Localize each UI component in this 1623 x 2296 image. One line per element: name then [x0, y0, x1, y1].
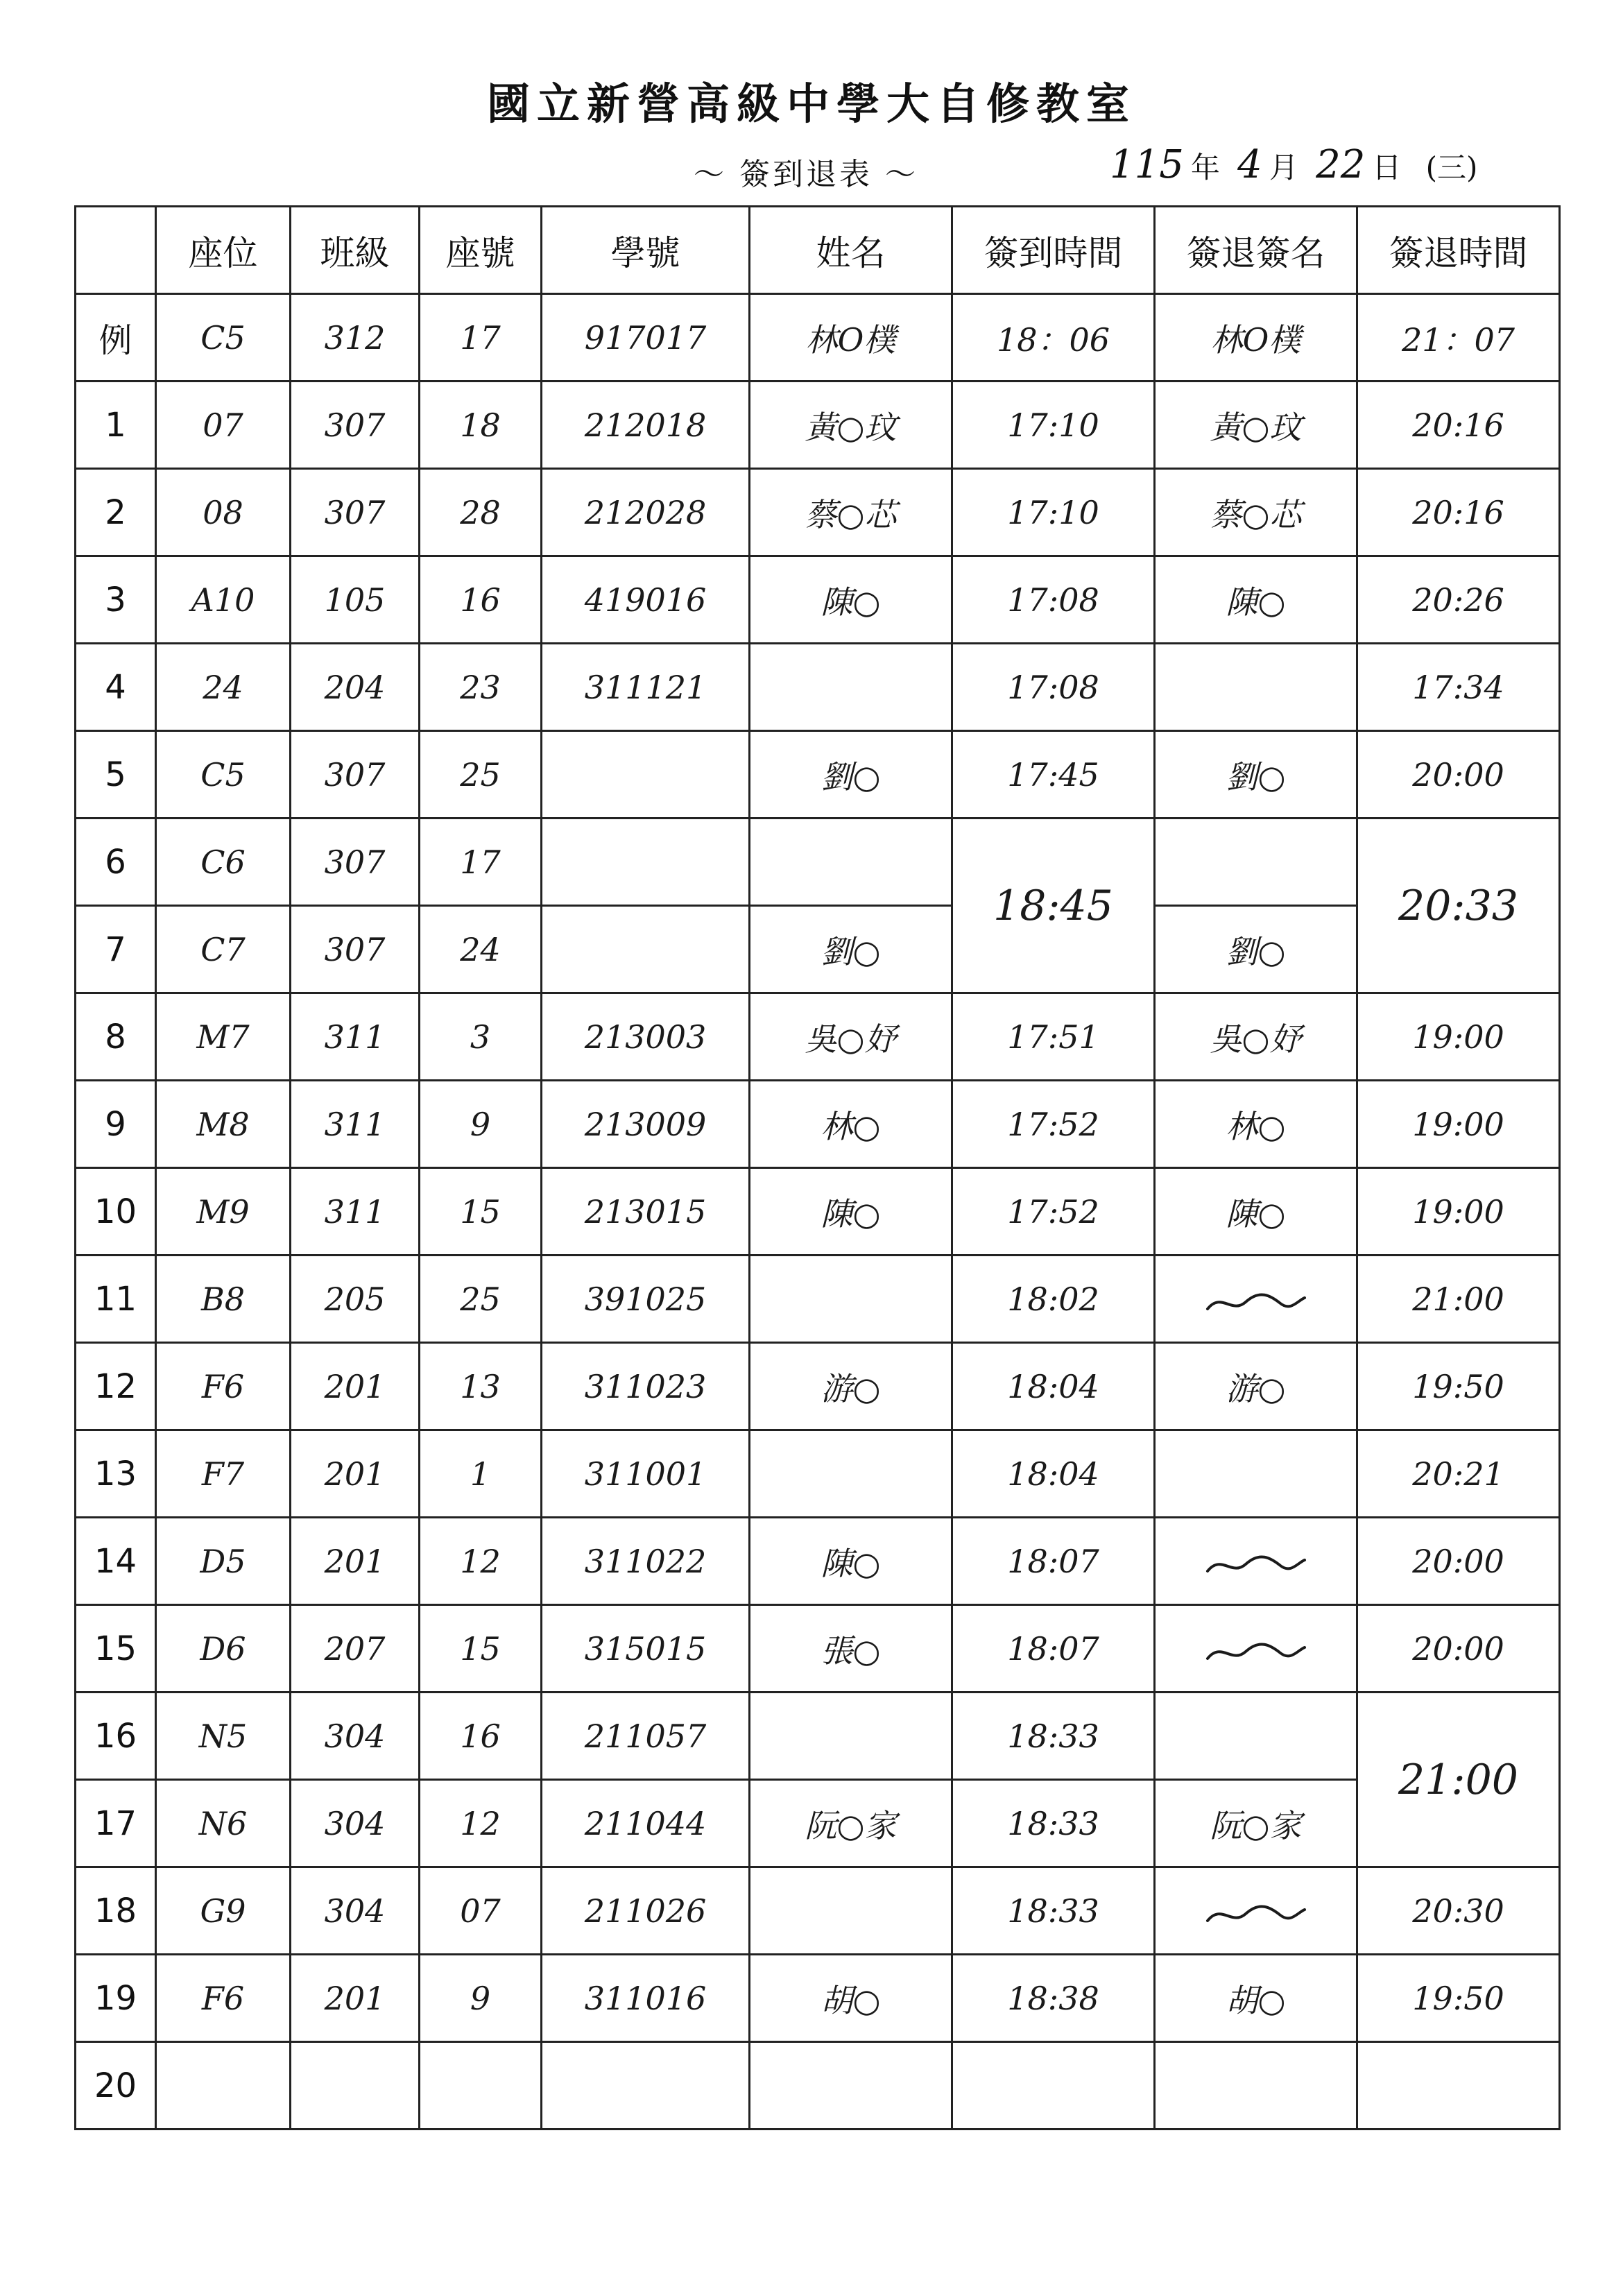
class-cell: 205	[291, 1256, 420, 1343]
checkin-time-cell: 17:51	[952, 993, 1155, 1081]
col-header-checkout-signature: 簽退簽名	[1155, 207, 1357, 294]
form-title: 國立新營高級中學大自修教室	[486, 78, 1136, 129]
seat-no-cell: 25	[420, 731, 542, 819]
class-cell: 304	[291, 1867, 420, 1955]
table-row	[76, 469, 1560, 556]
name-cell: 黃○玟	[750, 382, 952, 469]
student-id-cell: 211057	[542, 1693, 750, 1780]
checkout-signature-cell: 蔡○芯	[1155, 469, 1357, 556]
checkout-time-cell: 20:00	[1357, 731, 1560, 819]
row-number: 4	[76, 644, 156, 731]
name-cell	[750, 644, 952, 731]
checkout-signature-cell: 劉○	[1155, 906, 1357, 993]
name-cell: 陳○	[750, 556, 952, 644]
checkin-time-cell: 18:33	[952, 1780, 1155, 1867]
table-row	[76, 644, 1560, 731]
checkout-time-cell: 21:00	[1357, 1693, 1560, 1867]
checkout-time-cell: 19:50	[1357, 1343, 1560, 1430]
student-id-cell: 213009	[542, 1081, 750, 1168]
seat-no-cell: 15	[420, 1605, 542, 1693]
row-number: 3	[76, 556, 156, 644]
class-cell: 307	[291, 731, 420, 819]
seat-cell: D5	[156, 1518, 291, 1605]
date-month: 4	[1237, 142, 1262, 187]
checkout-signature-cell: 黃○玟	[1155, 382, 1357, 469]
table-row	[76, 993, 1560, 1081]
seat-cell: N5	[156, 1693, 291, 1780]
date-weekday: (三)	[1425, 151, 1478, 185]
example-row	[76, 294, 1560, 382]
seat-no-cell: 16	[420, 556, 542, 644]
signature-mark	[1204, 1550, 1308, 1578]
checkout-signature-cell: 吳○妤	[1155, 993, 1357, 1081]
student-id-cell: 213003	[542, 993, 750, 1081]
checkout-signature-cell: 陳○	[1155, 556, 1357, 644]
student-id-cell	[542, 2042, 750, 2130]
name-cell: 吳○妤	[750, 993, 952, 1081]
checkout-time-cell: 20:21	[1357, 1430, 1560, 1518]
row-number: 20	[76, 2042, 156, 2130]
checkin-time-cell: 18：06	[952, 294, 1155, 382]
student-id-cell: 311001	[542, 1430, 750, 1518]
checkout-time-cell: 20:16	[1357, 469, 1560, 556]
col-header-class: 班級	[291, 207, 420, 294]
student-id-cell: 315015	[542, 1605, 750, 1693]
checkout-time-cell: 20:33	[1357, 819, 1560, 993]
class-cell: 201	[291, 1955, 420, 2042]
checkout-time-cell: 19:50	[1357, 1955, 1560, 2042]
seat-no-cell: 17	[420, 819, 542, 906]
checkin-time-cell: 17:10	[952, 382, 1155, 469]
col-header-seat: 座位	[156, 207, 291, 294]
table-row	[76, 1693, 1560, 1780]
row-number: 14	[76, 1518, 156, 1605]
checkout-time-cell: 21:00	[1357, 1256, 1560, 1343]
checkin-time-cell	[952, 2042, 1155, 2130]
student-id-cell: 211026	[542, 1867, 750, 1955]
class-cell: 304	[291, 1693, 420, 1780]
class-cell: 105	[291, 556, 420, 644]
table-row	[76, 906, 1560, 993]
seat-cell: A10	[156, 556, 291, 644]
signature-mark	[1204, 1900, 1308, 1928]
row-number: 17	[76, 1780, 156, 1867]
checkout-signature-cell	[1155, 1693, 1357, 1780]
table-row	[76, 1343, 1560, 1430]
name-cell	[750, 1693, 952, 1780]
checkin-time-cell: 17:08	[952, 644, 1155, 731]
seat-cell: G9	[156, 1867, 291, 1955]
checkout-time-cell: 20:30	[1357, 1867, 1560, 1955]
seat-no-cell: 16	[420, 1693, 542, 1780]
seat-cell: B8	[156, 1256, 291, 1343]
student-id-cell	[542, 906, 750, 993]
class-cell: 307	[291, 906, 420, 993]
name-cell	[750, 1867, 952, 1955]
seat-cell: F6	[156, 1343, 291, 1430]
checkout-time-cell: 20:00	[1357, 1518, 1560, 1605]
class-cell: 201	[291, 1430, 420, 1518]
form-subtitle: ～ 簽到退表 ～	[694, 157, 918, 192]
date-year: 115	[1110, 142, 1184, 187]
checkout-time-cell: 21：07	[1357, 294, 1560, 382]
table-row	[76, 382, 1560, 469]
row-number: 19	[76, 1955, 156, 2042]
seat-no-cell	[420, 2042, 542, 2130]
checkout-signature-cell	[1155, 1430, 1357, 1518]
seat-no-cell: 9	[420, 1081, 542, 1168]
row-number: 9	[76, 1081, 156, 1168]
date-year-unit: 年	[1190, 151, 1220, 185]
signature-mark	[1204, 1638, 1308, 1665]
seat-cell: C7	[156, 906, 291, 993]
row-number: 18	[76, 1867, 156, 1955]
checkin-time-cell: 18:45	[952, 819, 1155, 993]
checkin-time-cell: 18:33	[952, 1867, 1155, 1955]
seat-cell: M8	[156, 1081, 291, 1168]
seat-no-cell: 12	[420, 1518, 542, 1605]
checkout-signature-cell: 林○	[1155, 1081, 1357, 1168]
student-id-cell: 917017	[542, 294, 750, 382]
seat-no-cell: 24	[420, 906, 542, 993]
name-cell: 陳○	[750, 1518, 952, 1605]
checkin-time-cell: 18:38	[952, 1955, 1155, 2042]
col-header-index	[76, 207, 156, 294]
checkout-time-cell: 17:34	[1357, 644, 1560, 731]
checkin-time-cell: 18:07	[952, 1518, 1155, 1605]
class-cell: 207	[291, 1605, 420, 1693]
student-id-cell	[542, 819, 750, 906]
student-id-cell: 311023	[542, 1343, 750, 1430]
seat-no-cell: 1	[420, 1430, 542, 1518]
table-row	[76, 1780, 1560, 1867]
table-row	[76, 556, 1560, 644]
seat-cell: C5	[156, 731, 291, 819]
name-cell	[750, 1256, 952, 1343]
class-cell: 307	[291, 469, 420, 556]
checkin-time-cell: 18:04	[952, 1430, 1155, 1518]
name-cell	[750, 819, 952, 906]
student-id-cell: 212018	[542, 382, 750, 469]
date-day-unit: 日	[1372, 151, 1402, 185]
checkout-signature-cell	[1155, 2042, 1357, 2130]
checkin-time-cell: 18:02	[952, 1256, 1155, 1343]
name-cell: 游○	[750, 1343, 952, 1430]
name-cell	[750, 2042, 952, 2130]
col-header-checkout-time: 簽退時間	[1357, 207, 1560, 294]
signature-mark	[1204, 1288, 1308, 1316]
checkin-time-cell: 18:33	[952, 1693, 1155, 1780]
table-row	[76, 1430, 1560, 1518]
checkin-time-cell: 17:10	[952, 469, 1155, 556]
seat-no-cell: 28	[420, 469, 542, 556]
row-number: 7	[76, 906, 156, 993]
seat-cell: 08	[156, 469, 291, 556]
checkin-time-cell: 17:52	[952, 1081, 1155, 1168]
seat-no-cell: 12	[420, 1780, 542, 1867]
seat-no-cell: 3	[420, 993, 542, 1081]
col-header-name: 姓名	[750, 207, 952, 294]
seat-cell: M9	[156, 1168, 291, 1256]
name-cell: 林○	[750, 1081, 952, 1168]
student-id-cell: 311022	[542, 1518, 750, 1605]
table-row	[76, 731, 1560, 819]
class-cell: 201	[291, 1518, 420, 1605]
name-cell: 張○	[750, 1605, 952, 1693]
table-row	[76, 1168, 1560, 1256]
row-number: 10	[76, 1168, 156, 1256]
row-number: 2	[76, 469, 156, 556]
col-header-student-id: 學號	[542, 207, 750, 294]
row-number: 12	[76, 1343, 156, 1430]
seat-cell: F7	[156, 1430, 291, 1518]
row-number: 13	[76, 1430, 156, 1518]
row-number: 6	[76, 819, 156, 906]
seat-no-cell: 25	[420, 1256, 542, 1343]
checkout-time-cell: 20:16	[1357, 382, 1560, 469]
table-row	[76, 1955, 1560, 2042]
checkout-time-cell: 19:00	[1357, 1081, 1560, 1168]
checkout-signature-cell	[1155, 1518, 1357, 1605]
class-cell: 311	[291, 1081, 420, 1168]
checkout-time-cell: 19:00	[1357, 993, 1560, 1081]
class-cell: 307	[291, 819, 420, 906]
table-row	[76, 1518, 1560, 1605]
student-id-cell: 391025	[542, 1256, 750, 1343]
header-row	[76, 207, 1560, 294]
row-label: 例	[76, 294, 156, 382]
sign-in-out-table	[74, 205, 1561, 2130]
row-number: 11	[76, 1256, 156, 1343]
table-row	[76, 2042, 1560, 2130]
checkout-signature-cell: 劉○	[1155, 731, 1357, 819]
seat-no-cell: 07	[420, 1867, 542, 1955]
row-number: 5	[76, 731, 156, 819]
col-header-checkin-time: 簽到時間	[952, 207, 1155, 294]
student-id-cell: 212028	[542, 469, 750, 556]
checkout-signature-cell	[1155, 1605, 1357, 1693]
row-number: 1	[76, 382, 156, 469]
col-header-seat-no: 座號	[420, 207, 542, 294]
student-id-cell: 211044	[542, 1780, 750, 1867]
name-cell: 林Ο樸	[750, 294, 952, 382]
class-cell: 311	[291, 1168, 420, 1256]
class-cell: 201	[291, 1343, 420, 1430]
name-cell: 阮○家	[750, 1780, 952, 1867]
class-cell: 312	[291, 294, 420, 382]
table-row	[76, 1081, 1560, 1168]
checkin-time-cell: 18:04	[952, 1343, 1155, 1430]
seat-cell	[156, 2042, 291, 2130]
student-id-cell	[542, 731, 750, 819]
seat-cell: N6	[156, 1780, 291, 1867]
checkout-time-cell: 19:00	[1357, 1168, 1560, 1256]
row-number: 8	[76, 993, 156, 1081]
name-cell: 陳○	[750, 1168, 952, 1256]
checkin-time-cell: 17:52	[952, 1168, 1155, 1256]
table-row	[76, 1605, 1560, 1693]
seat-no-cell: 17	[420, 294, 542, 382]
checkout-time-cell	[1357, 2042, 1560, 2130]
checkout-signature-cell: 阮○家	[1155, 1780, 1357, 1867]
student-id-cell: 213015	[542, 1168, 750, 1256]
checkout-signature-cell: 陳○	[1155, 1168, 1357, 1256]
seat-no-cell: 13	[420, 1343, 542, 1430]
class-cell: 304	[291, 1780, 420, 1867]
checkout-signature-cell	[1155, 1256, 1357, 1343]
seat-cell: D6	[156, 1605, 291, 1693]
student-id-cell: 311121	[542, 644, 750, 731]
checkin-time-cell: 17:45	[952, 731, 1155, 819]
checkout-time-cell: 20:26	[1357, 556, 1560, 644]
checkout-signature-cell	[1155, 644, 1357, 731]
checkout-signature-cell: 游○	[1155, 1343, 1357, 1430]
seat-cell: C5	[156, 294, 291, 382]
checkout-signature-cell: 林Ο樸	[1155, 294, 1357, 382]
class-cell: 311	[291, 993, 420, 1081]
form-date	[1110, 142, 1484, 187]
checkout-signature-cell: 胡○	[1155, 1955, 1357, 2042]
table-row	[76, 819, 1560, 906]
seat-cell: 07	[156, 382, 291, 469]
class-cell: 204	[291, 644, 420, 731]
table-row	[76, 1867, 1560, 1955]
name-cell: 劉○	[750, 731, 952, 819]
student-id-cell: 419016	[542, 556, 750, 644]
date-month-unit: 月	[1269, 151, 1298, 185]
student-id-cell: 311016	[542, 1955, 750, 2042]
row-number: 15	[76, 1605, 156, 1693]
seat-cell: M7	[156, 993, 291, 1081]
seat-no-cell: 23	[420, 644, 542, 731]
row-number: 16	[76, 1693, 156, 1780]
seat-no-cell: 18	[420, 382, 542, 469]
seat-no-cell: 15	[420, 1168, 542, 1256]
checkin-time-cell: 17:08	[952, 556, 1155, 644]
seat-cell: C6	[156, 819, 291, 906]
name-cell: 胡○	[750, 1955, 952, 2042]
checkout-signature-cell	[1155, 1867, 1357, 1955]
table-row	[76, 1256, 1560, 1343]
name-cell: 劉○	[750, 906, 952, 993]
seat-cell: 24	[156, 644, 291, 731]
date-day: 22	[1316, 142, 1366, 187]
checkout-signature-cell	[1155, 819, 1357, 906]
class-cell	[291, 2042, 420, 2130]
checkin-time-cell: 18:07	[952, 1605, 1155, 1693]
checkout-time-cell: 20:00	[1357, 1605, 1560, 1693]
seat-no-cell: 9	[420, 1955, 542, 2042]
seat-cell: F6	[156, 1955, 291, 2042]
name-cell	[750, 1430, 952, 1518]
name-cell: 蔡○芯	[750, 469, 952, 556]
class-cell: 307	[291, 382, 420, 469]
